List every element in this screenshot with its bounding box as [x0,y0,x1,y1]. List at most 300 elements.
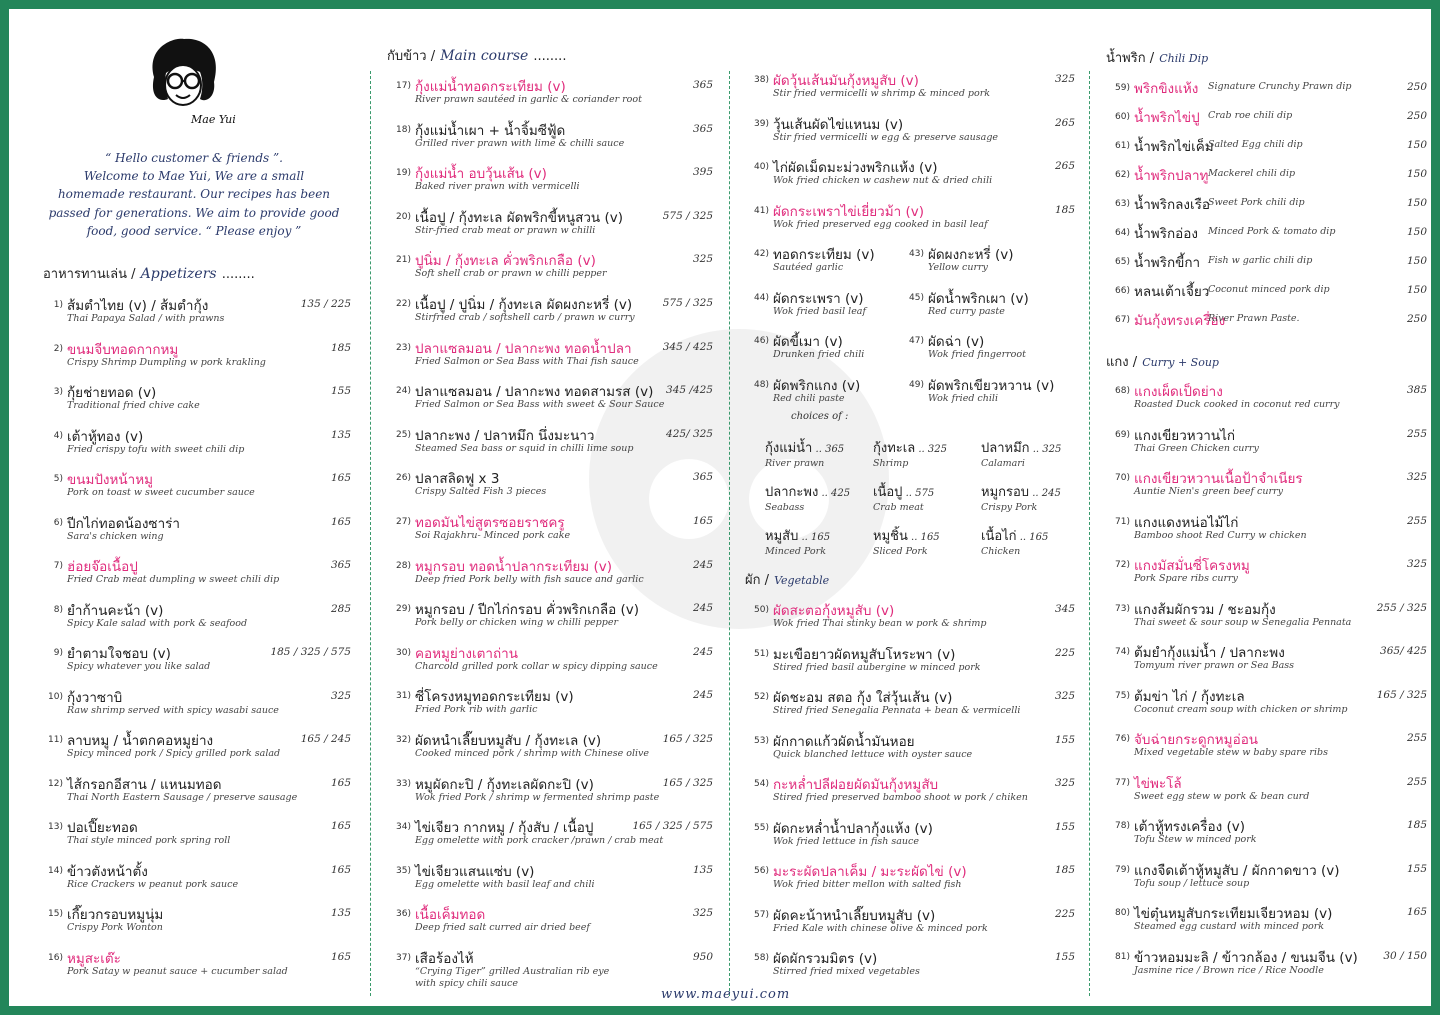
item-name-th: ไก่ผัดเม็ดมะม่วงพริกแห้ง (v) [773,160,938,176]
item-name-th: แกงส้มผักรวม / ชะอมกุ้ง [1134,601,1276,618]
item-name-th: ปลาแซลมอน / ปลากะพง ทอดสามรส (v) [415,384,654,401]
choice-name-en: Minced Pork [765,546,826,557]
choice-line [873,481,977,502]
item-name-en: Fish w garlic chili dip [1208,255,1313,266]
item-price: 325 [1054,777,1075,789]
item-name-en: Fried Salmon or Sea Bass with sweet & Sour Sauce [415,399,665,411]
menu-item [39,814,351,857]
item-name-en: Sautéed garlic [773,262,844,273]
menu-item [387,858,713,901]
item-number: 59) [1115,83,1130,93]
choice-price: 575 [915,488,935,499]
choice-price: 165 [1029,532,1049,543]
menu-item [387,335,713,378]
item-name-en: Mackerel chili dip [1208,168,1296,179]
item-number: 26) [396,473,411,484]
item-name-th: ปลากะพง / ปลาหมึก นึ่งมะนาว [415,427,595,444]
section-title-th: กับข้าว / [387,49,436,64]
item-price: 150 [1406,284,1427,296]
item-price: 250 [1406,313,1427,325]
item-name-th: ไข่เจียวแสนแซ่บ (v) [415,863,535,880]
item-name-en: Pork on toast w sweet cucumber sauce [67,487,255,498]
item-number: 72) [1115,560,1130,570]
menu-item [387,291,713,334]
item-name-en: Crispy Pork Wonton [67,922,163,933]
item-price: 950 [692,951,713,963]
menu-item-half [745,328,895,371]
item-number: 10) [48,691,63,702]
menu-item [387,771,713,814]
item-name-en: Rice Crackers w peanut pork sauce [67,878,239,890]
item-number: 53) [754,735,769,746]
choice-item [765,481,869,521]
item-price: 150 [1406,226,1427,238]
intro-line: homemade restaurant. Our recipes has been [57,187,331,202]
item-price: 325 [330,689,351,702]
item-number: 78) [1115,821,1130,831]
item-name-en: Spicy whatever you like salad [67,661,211,672]
item-name-th: พริกขิงแห้ง [1134,81,1199,97]
item-price: 250 [1406,110,1427,122]
menu-item [39,684,351,727]
menu-item [1106,378,1427,421]
item-name-en: Thai Papaya Salad / with prawns [67,313,225,324]
item-number: 23) [396,342,411,353]
item-price: 365 [330,559,351,571]
menu-item-half [745,372,895,415]
item-number: 76) [1115,734,1130,744]
menu-item [39,640,351,683]
item-price: 245 [692,558,713,571]
choice-line [981,437,1085,458]
section-title-en: Chili Dip [1159,52,1209,65]
item-name-en: Thai Green Chicken curry [1134,442,1259,454]
menu-item [1106,307,1427,350]
choice-dots: .. [1029,488,1042,499]
choice-line [981,525,1085,546]
intro-line: passed for generations. We aim to provide good [48,205,340,220]
item-name-en-line2: with spicy chili sauce [415,978,519,989]
item-name-th: น้ำพริกปลาทู [1134,168,1209,184]
item-number: 75) [1115,690,1130,701]
choice-item [873,525,977,565]
intro-line: “ Hello customer & friends ”. [105,151,283,165]
item-name-th: เต้าหู้ทรงเครื่อง (v) [1134,819,1246,835]
choice-name-th: กุ้งทะเล [873,441,916,456]
item-name-en: Stir-fried crab meat or prawn w chilli [415,224,596,236]
item-price: 345 [1054,603,1075,615]
choice-name-th: ปลากะพง [765,485,819,500]
item-name-th: ไข่พะโล้ [1134,775,1182,792]
item-price: 245 [692,645,713,658]
item-name-th: น้ำพริกไข่ปู [1134,110,1200,126]
item-number: 51) [754,648,769,659]
item-price: 255 [1406,514,1427,527]
item-name-th: ปอเปี๊ยะทอด [67,820,138,836]
item-number: 35) [396,865,411,876]
item-price: 165 [330,863,351,876]
item-price: 165 / 325 [1376,688,1427,701]
item-price: 150 [1406,139,1427,151]
item-number: 73) [1115,603,1130,614]
item-name-en: Stir fried vermicelli w shrimp & minced pork [773,88,991,99]
menu-item [1106,639,1427,682]
item-name-th: น้ำพริกไข่เค็ม [1134,139,1214,155]
menu-item [39,379,351,422]
item-price: 30 / 150 [1383,949,1427,962]
vegetable-heading [745,569,829,590]
section-title-en: Main course [440,48,529,64]
choice-item [765,525,869,565]
item-name-en: Wok fried bitter mellon with salted fish [773,879,962,890]
menu-item [1106,900,1427,943]
item-name-th: ผัดพริกเขียวหวาน (v) [928,377,1055,394]
item-name-en: Crispy Shrimp Dumpling w pork krakling [67,356,266,368]
item-number: 58) [754,953,769,963]
item-number: 65) [1115,257,1130,267]
choice-line [765,437,869,458]
item-price: 225 [1054,907,1075,920]
item-number: 43) [909,249,924,259]
menu-item [387,814,713,857]
item-name-th: หมูกรอบ ทอดน้ำปลากระเทียม (v) [415,558,613,575]
item-name-th: ปลาสลิดฟู x 3 [415,471,500,488]
mae-yui-logo [144,37,222,113]
item-name-en: Wok fried lettuce in fish sauce [773,835,919,847]
item-name-en: Tofu Stew w minced pork [1134,834,1257,845]
item-number: 69) [1115,429,1130,440]
item-number: 22) [396,299,411,309]
item-name-th: หมูสะเต๊ะ [67,950,121,967]
item-name-en: Spicy Kale salad with pork & seafood [67,617,248,629]
menu-item [39,292,351,335]
item-name-en: Auntie Nien's green beef curry [1134,486,1283,497]
item-number: 45) [909,292,924,303]
menu-item [387,683,713,726]
item-price: 325 [1406,558,1427,570]
item-price: 155 [330,385,351,397]
item-price: 165 [1406,906,1427,918]
choice-name-th: กุ้งแม่น้ำ [765,441,813,456]
item-number: 49) [909,379,924,390]
item-number: 81) [1115,951,1130,962]
item-name-en: Yellow curry [928,262,988,273]
item-price: 255 / 325 [1376,601,1427,614]
intro-line: food, good service. “ Please enjoy ” [86,223,302,238]
item-name-th: ผัดฉ่า (v) [928,334,985,350]
menu-item [39,336,351,379]
choice-name-th: ปลาหมึก [981,441,1030,456]
item-name-th: หมูผัดกะปิ / กุ้งทะเลผัดกะปิ (v) [415,776,594,793]
menu-item [39,423,351,466]
item-name-th: ไข่เจียว กากหมู / กุ้งสับ / เนื้อปู [415,820,594,837]
item-name-en: Crab roe chili dip [1208,110,1293,121]
item-name-th: ต้มข่า ไก่ / กุ้งทะเล [1134,688,1245,705]
item-number: 46) [754,336,769,346]
menu-item [1106,770,1427,813]
intro-text [39,149,349,240]
item-name-th: เนื้อปู / ปูนิ่ม / กุ้งทะเล ผัดผงกะหรี่ (v) [415,297,633,313]
menu-item [1106,465,1427,508]
item-name-th: น้ำพริกขี้กา [1134,255,1201,271]
menu-item-half [745,241,895,284]
item-price: 155 [1406,862,1427,875]
item-name-th: มะระผัดปลาเค็ม / มะระผัดไข่ (v) [773,864,967,880]
item-price: 135 / 225 [300,298,351,310]
item-number: 38) [754,75,769,85]
item-name-th: ผัดน้ำพริกเผา (v) [928,290,1029,307]
item-price: 165 [330,515,351,528]
item-name-th: ต้มยำกุ้งแม่น้ำ / ปลากะพง [1134,645,1285,661]
menu-item [745,597,1075,640]
item-name-th: ผัดกระเพราไข่เยี่ยวม้า (v) [773,203,925,220]
menu-item [1106,944,1427,987]
item-name-th: ผัดคะน้าหนำเลี๊ยบหมูสับ (v) [773,907,936,924]
item-price: 365 [692,122,713,135]
choice-dots: .. [915,444,928,455]
item-name-en: Spicy minced pork / Spicy grilled pork salad [67,748,281,759]
item-number: 20) [396,211,411,222]
item-name-th: ผัดผงกะหรี่ (v) [928,247,1014,263]
item-name-en: Fried crispy tofu with sweet chili dip [67,443,245,455]
item-price: 325 [692,907,713,920]
item-name-en: Wok fried fingerroot [928,349,1026,360]
section-dots: ........ [221,267,255,282]
choice-line [873,525,977,546]
item-price: 255 [1406,427,1427,440]
item-name-en: Quick blanched lettuce with oyster sauce [773,748,973,760]
item-name-th: เนื้อปู / กุ้งทะเล ผัดพริกขี้หนูสวน (v) [415,209,623,226]
item-price: 135 [692,863,713,876]
item-name-th: ซี่โครงหมูทอดกระเทียม (v) [415,689,574,706]
section-title-en: Appetizers [140,266,217,282]
item-name-en: Sweet egg stew w pork & bean curd [1134,790,1310,802]
menu-item [387,247,713,290]
item-name-th: มะเขือยาวผัดหมูสับโหระพา (v) [773,646,956,663]
item-name-en: Salted Egg chili dip [1208,139,1303,150]
chili-dip-heading [1106,47,1208,68]
item-number: 13) [48,822,63,832]
item-name-en: Raw shrimp served with spicy wasabi sauce [67,704,279,716]
choice-name-en: Seabass [765,502,805,513]
item-name-en: Cooked minced pork / shrimp with Chinese olive [415,748,650,759]
item-name-en: Traditional fried chive cake [67,400,200,411]
menu-item [387,465,713,508]
item-name-th: วุ้นเส้นผัดไข่แหนม (v) [773,116,904,133]
section-title-en: Vegetable [774,574,830,587]
choice-dots: .. [907,532,921,543]
item-number: 11) [48,735,63,745]
item-price: 265 [1054,160,1075,172]
item-price: 225 [1054,646,1075,659]
item-number: 40) [754,162,769,172]
item-name-th: ผัดกะหล่ำน้ำปลากุ้งแห้ง (v) [773,820,933,837]
menu-item [387,378,713,421]
item-name-th: เสือร้องไห้ [415,951,474,967]
menu-item [1106,552,1427,595]
choice-item [981,437,1085,477]
item-name-en: “Crying Tiger” grilled Australian rib eye [415,966,610,977]
item-price: 165 [330,776,351,789]
item-name-th: ผัดสะตอกุ้งหมูสับ (v) [773,603,895,619]
item-number: 77) [1115,777,1130,788]
menu-item [387,160,713,203]
item-name-en: Grilled river prawn with lime & chilli sauce [415,137,625,149]
item-number: 2) [53,343,63,354]
item-name-en: Wok fried chicken w cashew nut & dried chili [773,175,993,186]
item-name-en: Wok fried Thai stinky bean w pork & shrimp [773,618,987,629]
item-price: 250 [1406,81,1427,93]
menu-item [39,901,351,944]
item-number: 79) [1115,864,1130,875]
item-number: 24) [396,386,411,397]
item-name-en: Stir fried vermicelli w egg & preserve sausage [773,131,999,143]
item-number: 54) [754,779,769,789]
item-name-en: Egg omelette with pork cracker /prawn / crab meat [415,835,664,847]
menu-item [387,945,713,988]
item-price: 165 / 245 [300,733,351,745]
menu-item [745,771,1075,814]
section-title-th: อาหารทานเล่น / [43,267,136,282]
menu-item [39,858,351,901]
item-name-en: Wok fried basil leaf [773,305,866,317]
brand-name: Mae Yui [191,113,236,126]
item-number: 39) [754,118,769,129]
item-name-en: Pork Satay w peanut sauce + cucumber salad [67,965,288,977]
item-number: 41) [754,205,769,216]
menu-item [387,596,713,639]
choice-name-en: Crab meat [873,502,924,513]
menu-item [1106,857,1427,900]
item-name-en: Deep fried Pork belly with fish sauce and garlic [415,573,644,585]
item-name-en: Stirred fried mixed vegetables [773,966,920,977]
choice-name-th: หมูชิ้น [873,529,908,544]
item-number: 67) [1115,315,1130,325]
item-price: 150 [1406,197,1427,209]
menu-item [387,509,713,552]
item-name-en: Pork Spare ribs curry [1134,573,1238,584]
item-name-th: ผัดผักรวมมิตร (v) [773,951,878,967]
item-name-th: ปีกไก่ทอดน้องซาร่า [67,515,180,532]
menu-item [1106,596,1427,639]
item-price: 325 [692,253,713,266]
item-price: 135 [330,428,351,441]
choice-line [765,525,869,546]
menu-item [387,117,713,160]
item-name-th: กุ้ยช่ายทอด (v) [67,385,157,401]
appetizers-heading [43,263,255,284]
menu-item [39,466,351,509]
item-price: 345 /425 [666,384,713,397]
choice-item [873,481,977,521]
choice-dots: .. [1016,532,1030,543]
choice-item [981,481,1085,521]
item-number: 32) [396,735,411,745]
item-name-th: ลาบหมู / น้ำตกคอหมูย่าง [67,733,214,749]
choice-dots: .. [902,488,916,499]
item-name-en: Stired fried basil aubergine w minced pork [773,661,981,673]
menu-item [39,727,351,770]
item-number: 9) [53,648,63,658]
item-price: 150 [1406,168,1427,180]
item-number: 48) [754,379,769,390]
column-divider [370,71,371,996]
item-number: 29) [396,604,411,615]
item-name-th: หลนเต้าเจี้ยว [1134,284,1210,300]
item-number: 62) [1115,170,1130,180]
item-name-th: ส้มตำไทย (v) / ส้มตำกุ้ง [67,298,209,314]
choice-line [981,481,1085,502]
choice-name-en: Shrimp [873,458,909,469]
menu-item [745,858,1075,901]
item-price: 325 [1054,73,1075,85]
menu-item-half [900,241,1050,284]
item-name-th: น้ำพริกลงเรือ [1134,197,1210,213]
item-name-en: Stired fried Senegalia Pennata + bean & vermicelli [773,705,1021,716]
menu-item [1106,683,1427,726]
choice-price: 245 [1041,488,1061,499]
item-price: 575 / 325 [662,297,713,309]
item-price: 165 / 325 [662,776,713,789]
item-price: 245 [692,602,713,615]
item-name-en: Fried Pork rib with garlic [415,704,538,716]
item-price: 365/ 425 [1380,645,1427,657]
item-name-en: Fried Crab meat dumpling w sweet chili dip [67,574,280,585]
item-number: 30) [396,647,411,658]
item-price: 385 [1406,384,1427,396]
website-url[interactable]: www.maeyui.com [661,987,791,1002]
item-number: 1) [53,300,63,310]
item-name-en: Roasted Duck cooked in coconut red curry [1134,399,1340,410]
menu-item [1106,726,1427,769]
item-number: 25) [396,429,411,440]
menu-item [745,728,1075,771]
section-dots: ........ [533,49,567,64]
item-name-th: มันกุ้งทรงเครื่อง [1134,313,1226,329]
item-name-th: ขนมปังหน้าหมู [67,472,154,488]
item-name-th: ปลาแซลมอน / ปลากะพง ทอดน้ำปลา [415,340,632,357]
item-number: 55) [754,822,769,833]
item-number: 6) [53,517,63,528]
item-name-th: ข้าวหอมมะลิ / ข้าวกล้อง / ขนมจีน (v) [1134,949,1358,966]
item-number: 44) [754,292,769,303]
choice-name-th: เนื้อไก่ [981,529,1017,544]
item-price: 185 / 325 / 575 [270,646,351,658]
item-number: 5) [53,474,63,484]
item-number: 56) [754,866,769,876]
choice-dots: .. [818,488,832,499]
item-name-th: เนื้อเค็มทอด [415,907,486,924]
menu-item [387,204,713,247]
item-name-th: แกงเขียวหวานเนื้อป้าจำเนียร [1134,471,1303,487]
section-title-th: ผัก / [745,573,770,588]
item-name-en: Sweet Pork chili dip [1208,197,1305,208]
item-name-en: Red chili paste [773,392,845,404]
item-name-en: Thai style minced pork spring roll [67,835,231,846]
item-name-th: หมูกรอบ / ปีกไก่กรอบ คั่วพริกเกลือ (v) [415,602,640,619]
menu-item [387,553,713,596]
item-number: 50) [754,605,769,615]
item-name-en: River prawn sautéed in garlic & coriander root [415,94,642,105]
menu-item [387,73,713,116]
item-name-en: Steamed Sea bass or squid in chilli lime soup [415,442,634,454]
item-name-en: Charcold grilled pork collar w spicy dipping sauce [415,660,658,672]
section-title-th: แกง / [1106,355,1138,370]
item-price: 185 [1054,864,1075,876]
item-price: 575 / 325 [662,209,713,222]
item-name-en: Steamed egg custard with minced pork [1134,921,1325,932]
choice-name-en: Crispy Pork [981,502,1038,513]
